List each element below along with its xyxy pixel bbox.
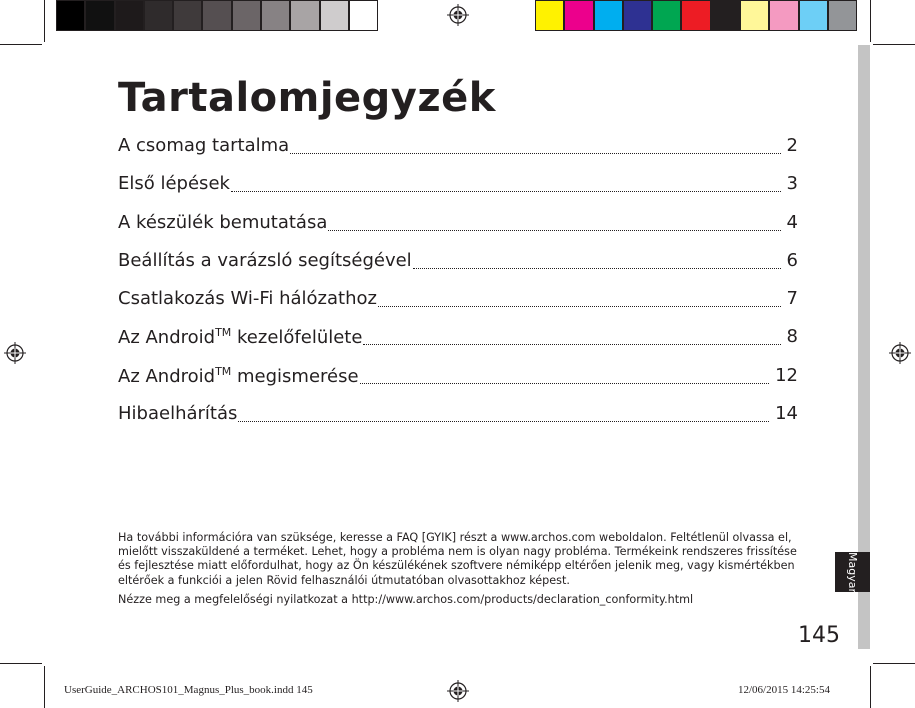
table-of-contents xyxy=(118,131,798,437)
toc-entry[interactable] xyxy=(118,169,798,207)
color-swatch xyxy=(623,0,652,31)
color-swatch xyxy=(290,0,319,31)
toc-leader-dots xyxy=(238,421,769,422)
crop-mark-bottom-right-h xyxy=(873,663,915,664)
trademark-sup: TM xyxy=(215,364,232,378)
toc-leader-dots xyxy=(413,268,781,269)
color-swatch xyxy=(85,0,114,31)
toc-leader-dots xyxy=(378,306,781,307)
language-tab xyxy=(835,552,870,592)
toc-entry[interactable] xyxy=(118,208,798,246)
toc-entry-label: Az Android™ megismerése xyxy=(118,364,359,387)
language-tab-label: Magyar xyxy=(846,551,859,593)
toc-entry-page: 3 xyxy=(786,173,798,195)
color-swatch xyxy=(202,0,231,31)
toc-entry-page: 8 xyxy=(786,326,798,348)
toc-entry[interactable] xyxy=(118,284,798,322)
trademark-sup: TM xyxy=(215,326,232,340)
registration-mark-icon xyxy=(447,4,469,26)
registration-mark-icon xyxy=(447,680,469,702)
toc-leader-dots xyxy=(360,383,769,384)
page-number: 145 xyxy=(798,623,840,648)
slug-filename: UserGuide_ARCHOS101_Magnus_Plus_book.indd 145 xyxy=(64,684,313,696)
toc-leader-dots xyxy=(290,153,781,154)
page-title: Tartalomjegyzék xyxy=(118,75,496,121)
slug-timestamp: 12/06/2015 14:25:54 xyxy=(738,684,830,696)
toc-entry-label: Hibaelhárítás xyxy=(118,403,238,425)
toc-entry-page: 6 xyxy=(786,249,798,271)
toc-entry-label: Az Android™ kezelőfelülete xyxy=(118,326,363,349)
registration-mark-icon xyxy=(889,342,911,364)
color-swatch xyxy=(535,0,564,31)
toc-entry-label: Első lépések xyxy=(118,173,230,195)
registration-mark-icon xyxy=(4,342,26,364)
toc-leader-dots xyxy=(363,344,781,345)
toc-entry-page: 14 xyxy=(775,403,798,425)
toc-entry[interactable] xyxy=(118,361,798,399)
color-swatch xyxy=(261,0,290,31)
crop-mark-top-left-h xyxy=(0,44,42,45)
crop-mark-bottom-left-h xyxy=(0,663,42,664)
process-color-bar xyxy=(535,0,857,31)
grayscale-color-bar xyxy=(56,0,378,31)
color-swatch xyxy=(173,0,202,31)
color-swatch xyxy=(828,0,857,31)
color-swatch xyxy=(564,0,593,31)
toc-entry-label: A csomag tartalma xyxy=(118,135,290,156)
color-swatch xyxy=(681,0,710,31)
toc-entry[interactable] xyxy=(118,322,798,360)
toc-entry-label: Beállítás a varázsló segítségével xyxy=(118,249,412,271)
toc-leader-dots xyxy=(231,191,781,192)
color-swatch xyxy=(799,0,828,31)
toc-entry[interactable] xyxy=(118,399,798,437)
color-swatch xyxy=(115,0,144,31)
crop-mark-top-right-v xyxy=(870,0,871,42)
color-swatch xyxy=(232,0,261,31)
crop-mark-top-left-v xyxy=(44,0,45,42)
crop-mark-bottom-left-v xyxy=(44,666,45,708)
declaration-note: Nézze meg a megfelelőségi nyilatkozat a http://www.archos.com/products/declaration_conformity.html xyxy=(118,592,694,606)
toc-entry-page: 4 xyxy=(786,211,798,233)
toc-entry-page: 12 xyxy=(775,364,798,386)
crop-mark-bottom-right-v xyxy=(870,666,871,708)
toc-entry-label: A készülék bemutatása xyxy=(118,211,328,233)
color-swatch xyxy=(594,0,623,31)
color-swatch xyxy=(652,0,681,31)
help-note xyxy=(118,531,798,607)
help-note-paragraph: Ha további információra van szüksége, keresse a FAQ [GYIK] részt a www.archos.com weboldalon. Feltétlenül olvassa el, mielőtt visszaküldené a terméket. Lehet, hogy a probléma nem is olyan nagy probléma. Termékeink rendszeres frissítése és fejlesztése miatt előfordulhat, hogy az Ön készülékének szoftvere némiképp eltérően jelenik meg, vagy kismértékben eltérőek a funkciói a jelen Rövid felhasználói útmutatóban olvasottakhoz képest. xyxy=(118,531,797,587)
toc-leader-dots xyxy=(328,230,781,231)
color-swatch xyxy=(320,0,349,31)
toc-entry-page: 7 xyxy=(786,288,798,310)
color-swatch xyxy=(740,0,769,31)
toc-entry[interactable] xyxy=(118,246,798,284)
color-swatch xyxy=(711,0,740,31)
color-swatch xyxy=(349,0,378,31)
toc-entry-label: Csatlakozás Wi-Fi hálózathoz xyxy=(118,288,377,310)
toc-entry-page: 2 xyxy=(786,135,798,156)
toc-entry[interactable] xyxy=(118,131,798,169)
color-swatch xyxy=(144,0,173,31)
crop-mark-top-right-h xyxy=(873,44,915,45)
color-swatch xyxy=(769,0,798,31)
color-swatch xyxy=(56,0,85,31)
